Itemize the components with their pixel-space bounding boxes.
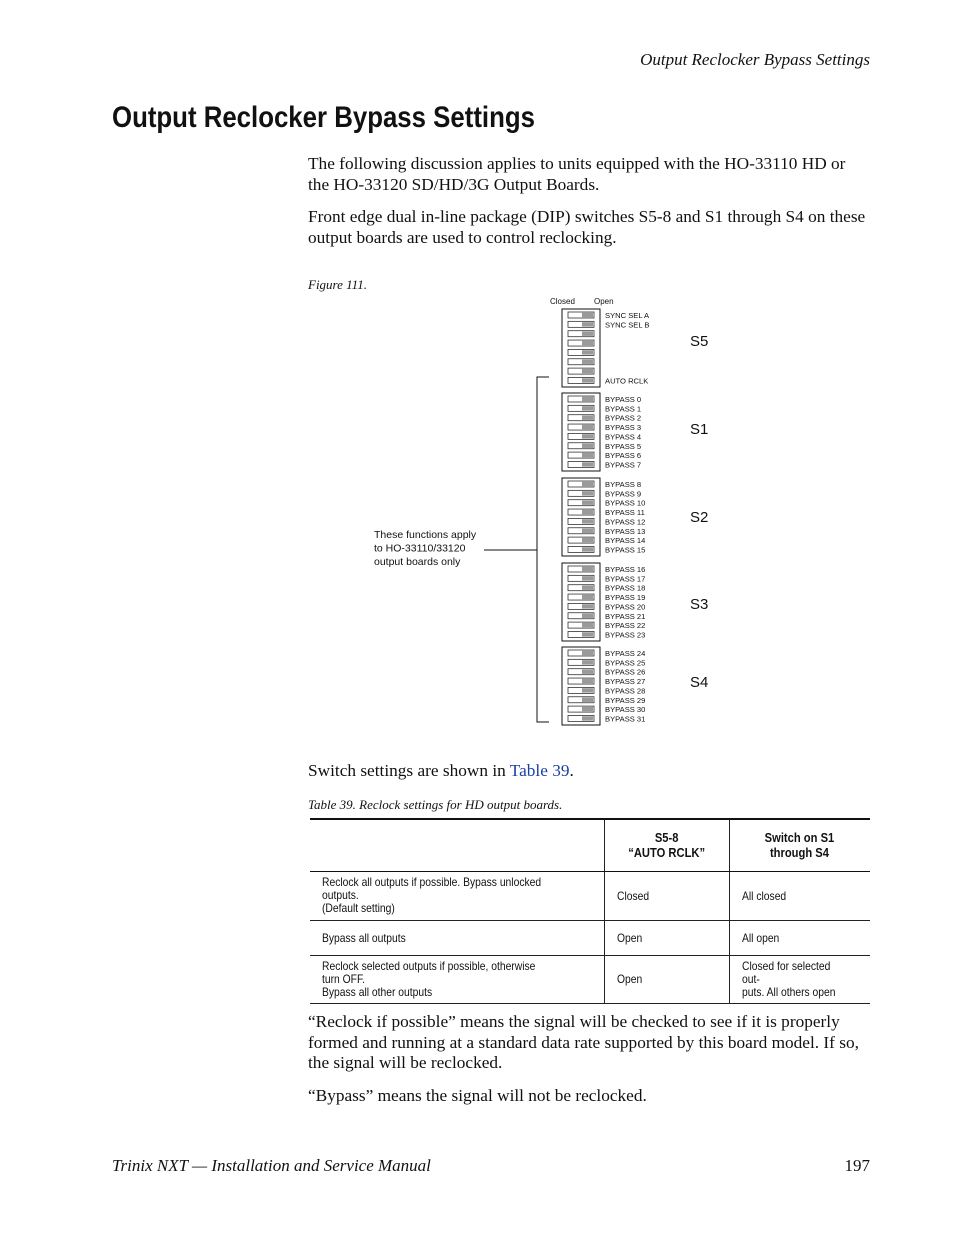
note-bracket xyxy=(537,377,549,722)
table-row xyxy=(310,921,870,956)
table-cell-condition: Bypass all outputs xyxy=(310,921,604,956)
switch-position-label: BYPASS 1 xyxy=(605,404,642,414)
note-line-3: output boards only xyxy=(374,556,461,568)
dip-switch-lever xyxy=(582,595,593,599)
switch-position-label: BYPASS 3 xyxy=(605,423,642,433)
table-row xyxy=(310,956,870,1004)
switch-position-label: BYPASS 5 xyxy=(605,441,642,451)
dip-switch-s2 xyxy=(562,478,708,556)
switch-position-label: BYPASS 17 xyxy=(605,574,646,584)
dip-switch-lever xyxy=(582,679,593,683)
table-header-switch-s1-s4: Switch on S1 through S4 xyxy=(729,819,870,872)
switch-name-label: S2 xyxy=(690,509,709,526)
dip-switch-lever xyxy=(582,378,593,382)
switch-position-label: BYPASS 19 xyxy=(605,593,646,603)
page-number: 197 xyxy=(844,1156,870,1175)
dip-switch-body xyxy=(562,647,600,725)
table-cell-auto-rclk: Closed xyxy=(604,872,729,921)
table-cell-condition: Reclock all outputs if possible. Bypass unlocked outputs. (Default setting) xyxy=(310,872,604,921)
dip-switch-lever xyxy=(582,604,593,608)
dip-switch-lever xyxy=(582,501,593,505)
dip-switch-lever xyxy=(582,332,593,336)
dip-switch-lever xyxy=(582,660,593,664)
switch-position-label: BYPASS 28 xyxy=(605,686,646,696)
switch-position-label: BYPASS 18 xyxy=(605,583,646,593)
switch-position-label: BYPASS 31 xyxy=(605,714,646,724)
switch-name-label: S4 xyxy=(690,674,709,691)
switch-position-label: BYPASS 22 xyxy=(605,621,646,631)
dip-switch-lever xyxy=(582,529,593,533)
dip-switch-body xyxy=(562,478,600,556)
switch-position-label: BYPASS 0 xyxy=(605,395,642,404)
dip-switch-s1 xyxy=(562,393,708,471)
dip-switch-body xyxy=(562,309,600,387)
dip-switch-lever xyxy=(582,547,593,551)
switch-position-label: BYPASS 9 xyxy=(605,489,642,499)
switch-position-label: BYPASS 27 xyxy=(605,677,646,687)
switch-settings-prefix: Switch settings are shown in xyxy=(308,761,510,780)
reclock-definition-paragraph: “Reclock if possible” means the signal will be checked to see if it is properly formed and running at a standard data rate supported by this board model. If so, the signal will be reclocked. xyxy=(308,1012,859,1072)
switch-position-label: BYPASS 11 xyxy=(605,508,645,518)
dip-switch-s5 xyxy=(562,309,708,387)
dip-switch-lever xyxy=(582,360,593,364)
intro-paragraph-2: Front edge dual in-line package (DIP) switches S5-8 and S1 through S4 on these output boards are used to control reclocking. xyxy=(308,207,866,247)
switch-position-label: AUTO RCLK xyxy=(605,376,649,386)
table-39-link[interactable]: Table 39 xyxy=(509,761,570,780)
switch-position-label: BYPASS 29 xyxy=(605,695,646,705)
dip-switch-lever xyxy=(582,519,593,523)
switch-position-label: BYPASS 8 xyxy=(605,480,642,489)
dip-switch-lever xyxy=(582,397,593,401)
table-header-blank xyxy=(310,819,604,872)
table-cell-auto-rclk: Open xyxy=(604,956,729,1004)
dip-switch-lever xyxy=(582,434,593,438)
dip-switch-lever xyxy=(582,623,593,627)
dip-switch-lever xyxy=(582,670,593,674)
switch-settings-suffix: . xyxy=(569,761,574,780)
table-header-row xyxy=(310,819,870,872)
dip-switch-lever xyxy=(582,453,593,457)
table-cell-switch: Closed for selected out- puts. All others open xyxy=(729,956,870,1004)
dip-switch-lever xyxy=(582,716,593,720)
switch-position-label: BYPASS 10 xyxy=(605,498,646,508)
switch-position-label: BYPASS 7 xyxy=(605,460,642,470)
note-line-1: These functions apply xyxy=(374,529,477,541)
switch-position-label: BYPASS 13 xyxy=(605,526,646,536)
dip-switch-lever xyxy=(582,567,593,571)
dip-switch-lever xyxy=(582,538,593,542)
dip-switch-lever xyxy=(582,406,593,410)
reclock-settings-table xyxy=(310,818,870,1004)
dip-switch-lever xyxy=(582,322,593,326)
switch-position-label: BYPASS 2 xyxy=(605,413,642,423)
switch-position-label: SYNC SEL B xyxy=(605,320,650,330)
switch-name-label: S5 xyxy=(690,333,709,350)
table-header-auto-rclk: S5-8 “AUTO RCLK” xyxy=(604,819,729,872)
dip-switch-lever xyxy=(582,651,593,655)
dip-switch-lever xyxy=(582,444,593,448)
dip-switch-lever xyxy=(582,632,593,636)
dip-switch-lever xyxy=(582,510,593,514)
table-cell-condition: Reclock selected outputs if possible, otherwise turn OFF. Bypass all other outputs xyxy=(310,956,604,1004)
bypass-definition-paragraph: “Bypass” means the signal will not be reclocked. xyxy=(308,1086,647,1105)
switch-position-label: BYPASS 24 xyxy=(605,649,646,658)
dip-switch-body xyxy=(562,563,600,641)
dip-switch-diagram xyxy=(360,292,760,732)
dip-switch-lever xyxy=(582,341,593,345)
footer-manual-title: Trinix NXT — Installation and Service Manual xyxy=(112,1156,431,1175)
table-caption: Table 39. Reclock settings for HD output boards. xyxy=(308,797,563,812)
switch-position-label: BYPASS 25 xyxy=(605,658,646,668)
switch-position-label: BYPASS 26 xyxy=(605,667,646,677)
dip-switch-lever xyxy=(582,491,593,495)
dip-switch-lever xyxy=(582,688,593,692)
dip-switch-lever xyxy=(582,698,593,702)
dip-switch-lever xyxy=(582,586,593,590)
table-cell-switch: All open xyxy=(729,921,870,956)
dip-switch-lever xyxy=(582,482,593,486)
figure-caption: Figure 111. xyxy=(308,277,367,292)
switch-position-label: BYPASS 4 xyxy=(605,432,642,442)
dip-switch-lever xyxy=(582,576,593,580)
table-cell-switch: All closed xyxy=(729,872,870,921)
switch-position-label: BYPASS 14 xyxy=(605,536,646,546)
switch-position-label: BYPASS 21 xyxy=(605,611,646,621)
switch-name-label: S1 xyxy=(690,421,709,438)
switch-position-label: BYPASS 23 xyxy=(605,630,646,640)
open-label: Open xyxy=(594,297,614,306)
switch-name-label: S3 xyxy=(690,596,709,613)
switch-settings-text xyxy=(308,761,870,782)
switch-position-label: BYPASS 16 xyxy=(605,565,646,574)
dip-switch-lever xyxy=(582,416,593,420)
dip-switch-lever xyxy=(582,313,593,317)
dip-switch-lever xyxy=(582,350,593,354)
switch-position-label: BYPASS 20 xyxy=(605,602,646,612)
switch-position-label: BYPASS 30 xyxy=(605,705,646,715)
intro-paragraph-1: The following discussion applies to units equipped with the HO-33110 HD or the HO-33120 SD/HD/3G Output Boards. xyxy=(308,154,846,194)
switch-position-label: BYPASS 6 xyxy=(605,451,642,461)
dip-switch-lever xyxy=(582,707,593,711)
dip-switch-s4 xyxy=(562,647,708,725)
switch-position-label: SYNC SEL A xyxy=(605,311,650,320)
table-row xyxy=(310,872,870,921)
dip-switch-lever xyxy=(582,462,593,466)
dip-switch-lever xyxy=(582,614,593,618)
running-header: Output Reclocker Bypass Settings xyxy=(640,50,870,69)
switch-position-label: BYPASS 15 xyxy=(605,545,646,555)
dip-switch-s3 xyxy=(562,563,708,641)
closed-label: Closed xyxy=(550,297,575,306)
note-line-2: to HO-33110/33120 xyxy=(374,542,466,555)
dip-switch-lever xyxy=(582,425,593,429)
dip-switch-lever xyxy=(582,369,593,373)
switch-position-label: BYPASS 12 xyxy=(605,517,646,527)
table-cell-auto-rclk: Open xyxy=(604,921,729,956)
page-title: Output Reclocker Bypass Settings xyxy=(112,101,535,134)
dip-switch-body xyxy=(562,393,600,471)
